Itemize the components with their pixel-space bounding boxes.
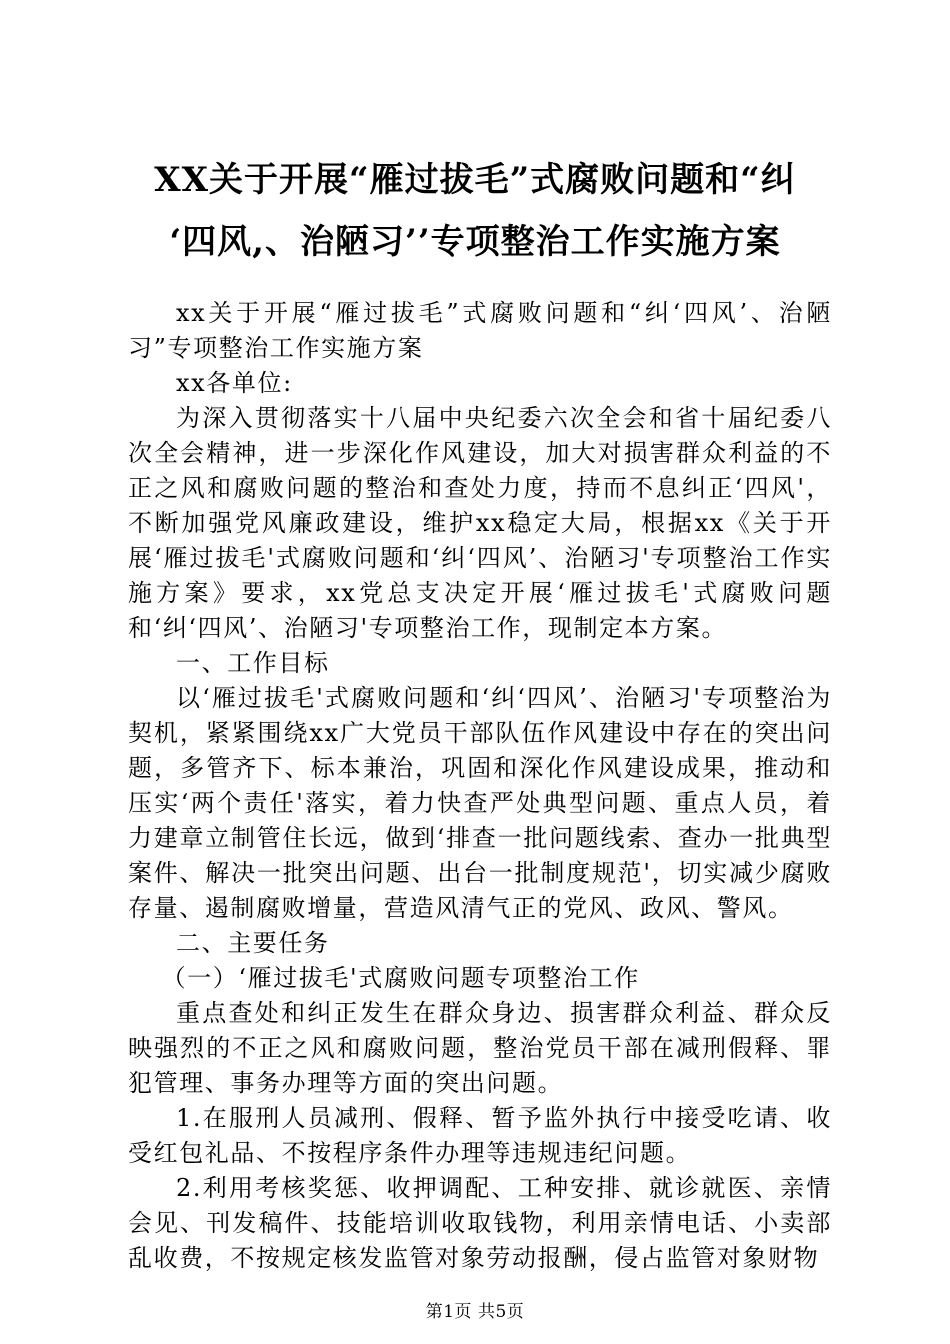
subsection-heading-1: （一）‘雁过拔毛'式腐败问题专项整治工作 [161, 964, 640, 992]
page-footer: 第1页 共5页 [425, 1302, 525, 1322]
section-heading-tasks: 二、主要任务 [176, 929, 330, 957]
body-paragraph-focus: 重点查处和纠正发生在群众身边、损害群众利益、群众反映强烈的不正之风和腐败问题，整治党员干部在减刑假释、罪犯管理、事务办理等方面的突出问题。 [128, 999, 832, 1097]
body-paragraph-doc-name: xx关于开展“雁过拔毛”式腐败问题和“纠‘四风’、治陋习”专项整治工作实施方案 [128, 299, 832, 362]
document-body [128, 296, 832, 1276]
body-paragraph-intro: 为深入贯彻落实十八届中央纪委六次全会和省十届纪委八次全会精神，进一步深化作风建设，加大对损害群众利益的不正之风和腐败问题的整治和查处力度，持而不息纠正‘四风'，不断加强党风廉政建设，维护xx稳定大局，根据xx《关于开展‘雁过拔毛'式腐败问题和‘纠‘四风’、治陋习'专项整治工作实施方案》要求，xx党总支决定开展‘雁过拔毛'式腐败问题和‘纠‘四风’、治陋习'专项整治工作，现制定本方案。 [128, 404, 832, 642]
list-item-1: 1.在服刑人员减刑、假释、暂予监外执行中接受吃请、收受红包礼品、不按程序条件办理等违规违纪问题。 [128, 1104, 832, 1167]
document-title-line-2: ‘四风,、治陋习’’专项整治工作实施方案 [169, 222, 781, 262]
body-paragraph-goals: 以‘雁过拔毛'式腐败问题和‘纠‘四风’、治陋习'专项整治为契机，紧紧围绕xx广大党员干部队伍作风建设中存在的突出问题，多管齐下、标本兼治，巩固和深化作风建设成果，推动和压实‘两个责任'落实，着力快查严处典型问题、重点人员，着力建章立制管住长远，做到‘排查一批问题线索、查办一批典型案件、解决一批突出问题、出台一批制度规范'，切实减少腐败存量、遏制腐败增量，营造风清气正的党风、政风、警风。 [128, 684, 832, 922]
list-item-2: 2.利用考核奖惩、收押调配、工种安排、就诊就医、亲情会见、刊发稿件、技能培训收取钱物，利用亲情电话、小卖部乱收费，不按规定核发监管对象劳动报酬，侵占监管对象财物 [128, 1174, 832, 1272]
section-heading-goals: 一、工作目标 [176, 649, 330, 677]
body-paragraph-salutation: xx各单位: [176, 369, 293, 397]
document-title-line-1: XX关于开展“雁过拔毛”式腐败问题和“纠 [154, 160, 796, 200]
